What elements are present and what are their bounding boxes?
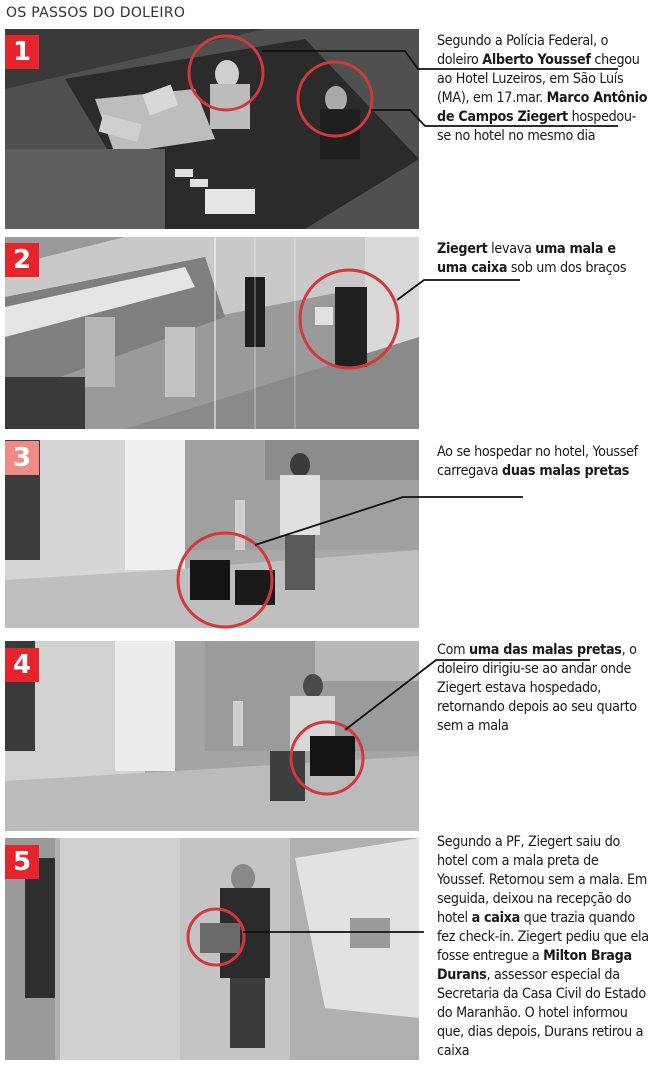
caption-text: levava xyxy=(487,241,536,257)
cctv-photo-2 xyxy=(5,237,419,429)
caption-text: o doleiro xyxy=(437,33,609,68)
caption-text: Segundo a Polícia Federal, xyxy=(437,33,601,49)
caption-highlight: a caixa xyxy=(471,910,520,926)
step-number-badge: 1 xyxy=(5,35,39,69)
cctv-photo-5 xyxy=(5,838,419,1060)
step-4-caption xyxy=(437,641,649,736)
caption-text: chegou ao Hotel Luzeiros, em São Luís (MA), em 17.mar. xyxy=(437,52,640,106)
caption-text: Ao se hospedar no hotel, Youssef carregava xyxy=(437,444,638,479)
step-number-badge: 5 xyxy=(5,845,39,879)
caption-highlight: Alberto Youssef xyxy=(482,52,591,68)
step-3-caption xyxy=(437,443,649,481)
caption-highlight: Milton Braga Durans xyxy=(437,948,632,983)
caption-text: , assessor especial da Secretaria da Casa Civil do Estado do Maranhão. O hotel informou que, dias depois, Durans retirou a caixa xyxy=(437,967,646,1059)
step-5-caption xyxy=(437,833,649,1061)
caption-text: que trazia quando fez check-in. Ziegert pediu que ela fosse entregue a xyxy=(437,910,649,964)
step-number-badge: 2 xyxy=(5,243,39,277)
cctv-photo-3 xyxy=(5,440,419,628)
cctv-photo-1 xyxy=(5,29,419,229)
caption-highlight: duas malas pretas xyxy=(501,463,630,479)
caption-text: Com xyxy=(437,642,470,658)
caption-text: sob um dos braços xyxy=(507,260,627,276)
caption-highlight: Ziegert xyxy=(437,241,488,257)
caption-text: hospedou-se no hotel no mesmo dia xyxy=(437,109,637,144)
caption-highlight: uma das malas pretas xyxy=(469,642,622,658)
cctv-photo-4 xyxy=(5,641,419,831)
step-2-caption xyxy=(437,240,649,278)
caption-highlight: uma mala e uma caixa xyxy=(437,241,616,276)
step-number-badge: 4 xyxy=(5,648,39,682)
page-title: OS PASSOS DO DOLEIRO xyxy=(6,5,186,21)
caption-highlight: Marco Antônio de Campos Ziegert xyxy=(437,90,648,125)
step-1-caption xyxy=(437,32,649,146)
caption-text: Segundo a PF, Ziegert saiu do hotel com a mala preta de Youssef. Retornou sem a mala. Em seguida, deixou na recepção do hotel xyxy=(437,834,647,926)
step-number-badge: 3 xyxy=(5,441,39,475)
caption-text: , o doleiro dirigiu-se ao andar onde Ziegert estava hospedado, retornando depois ao seu quarto sem a mala xyxy=(437,642,637,734)
